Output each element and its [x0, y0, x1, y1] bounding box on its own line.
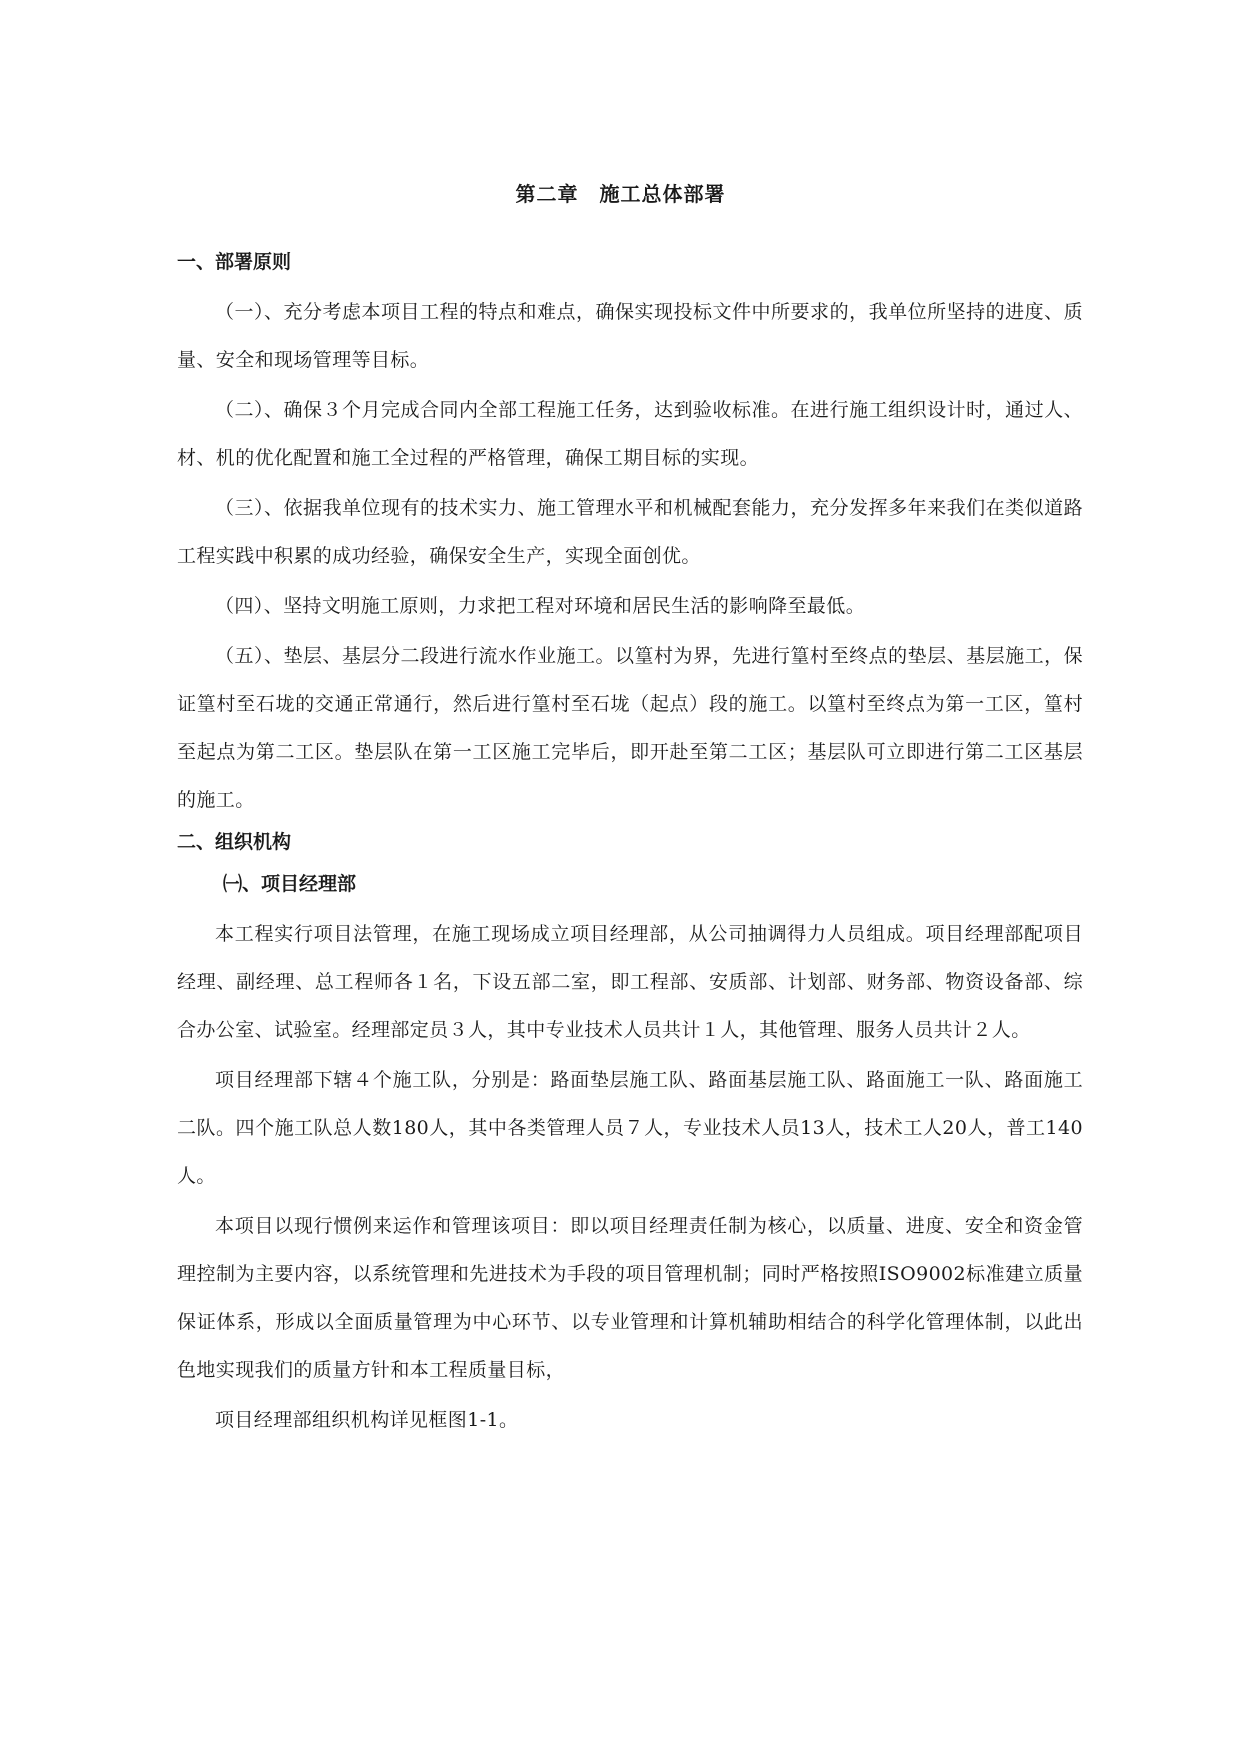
chapter-title: 第二章 施工总体部署 — [515, 182, 726, 206]
section-heading-deployment-principles: 一、部署原则 — [177, 251, 292, 273]
subheading-project-management-dept: ㈠、项目经理部 — [223, 873, 357, 895]
document-body — [177, 246, 1083, 1446]
paragraph-organization-4: 项目经理部组织机构详见框图1-1。 — [215, 1409, 519, 1431]
section-heading-organization: 二、组织机构 — [177, 831, 292, 853]
paragraph-principle-3: （三）、依据我单位现有的技术实力、施工管理水平和机械配套能力，充分发挥多年来我们在类似道路工程实践中积累的成功经验，确保安全生产，实现全面创优。 — [177, 497, 1083, 567]
paragraph-principle-1: （一）、充分考虑本项目工程的特点和难点，确保实现投标文件中所要求的，我单位所坚持的进度、质量、安全和现场管理等目标。 — [177, 301, 1083, 371]
paragraph-principle-4: （四）、坚持文明施工原则，力求把工程对环境和居民生活的影响降至最低。 — [215, 595, 866, 617]
paragraph-organization-3: 本项目以现行惯例来运作和管理该项目：即以项目经理责任制为核心，以质量、进度、安全和资金管理控制为主要内容，以系统管理和先进技术为手段的项目管理机制；同时严格按照ISO9002标准建立质量保证体系，形成以全面质量管理为中心环节、以专业管理和计算机辅助相结合的科学化管理体制，以此出色地实现我们的质量方针和本工程质量目标， — [177, 1215, 1083, 1381]
paragraph-organization-2: 项目经理部下辖４个施工队，分别是：路面垫层施工队、路面基层施工队、路面施工一队、路面施工二队。四个施工队总人数180人，其中各类管理人员７人，专业技术人员13人，技术工人20人，普工140人。 — [177, 1069, 1083, 1187]
paragraph-principle-2: （二）、确保３个月完成合同内全部工程施工任务，达到验收标准。在进行施工组织设计时，通过人、材、机的优化配置和施工全过程的严格管理，确保工期目标的实现。 — [177, 399, 1083, 469]
paragraph-organization-1: 本工程实行项目法管理，在施工现场成立项目经理部，从公司抽调得力人员组成。项目经理部配项目经理、副经理、总工程师各１名，下设五部二室，即工程部、安质部、计划部、财务部、物资设备部、综合办公室、试验室。经理部定员３人，其中专业技术人员共计１人，其他管理、服务人员共计２人。 — [177, 923, 1083, 1041]
paragraph-principle-5: （五）、垫层、基层分二段进行流水作业施工。以篁村为界，先进行篁村至终点的垫层、基层施工，保证篁村至石垅的交通正常通行，然后进行篁村至石垅（起点）段的施工。以篁村至终点为第一工区，篁村至起点为第二工区。垫层队在第一工区施工完毕后，即开赴至第二工区；基层队可立即进行第二工区基层的施工。 — [177, 645, 1083, 811]
